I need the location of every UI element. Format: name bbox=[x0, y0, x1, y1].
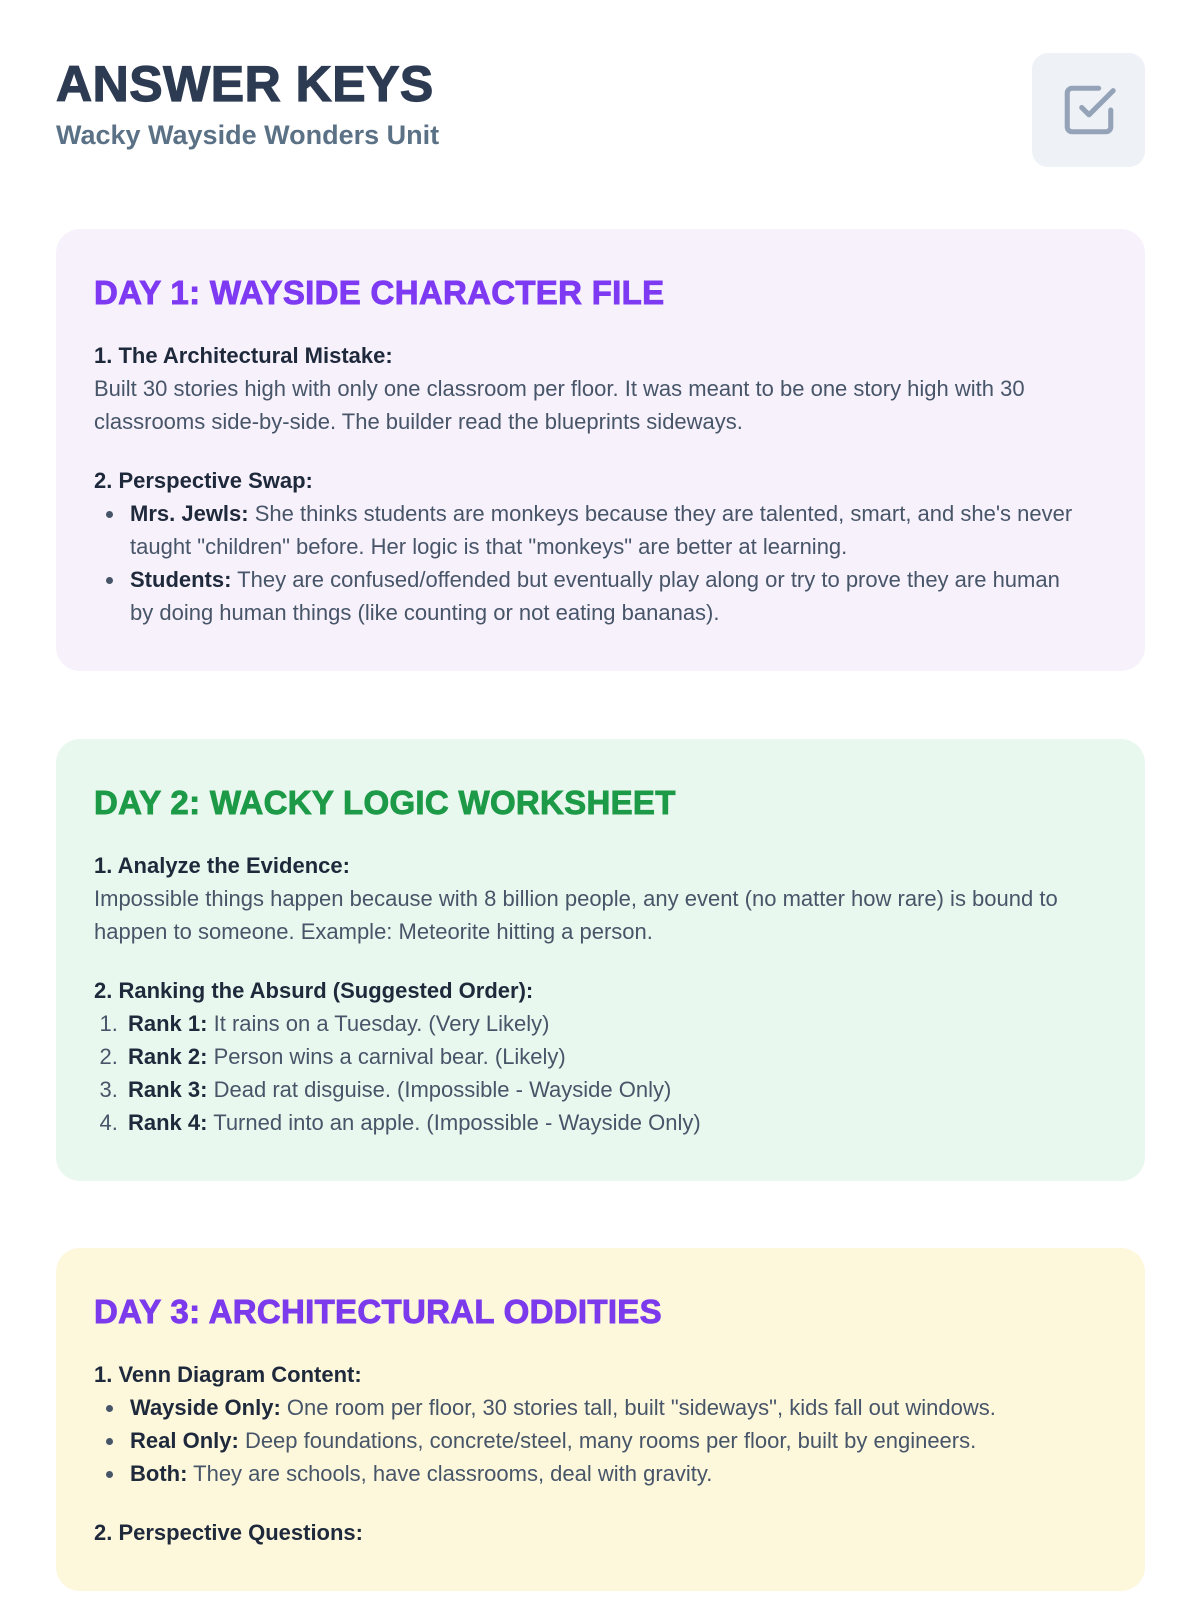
rank-label: Rank 2: bbox=[128, 1043, 208, 1069]
card-day-3-title: DAY 3: ARCHITECTURAL ODDITIES bbox=[94, 1292, 662, 1330]
day2-section-2-heading: 2. Ranking the Absurd (Suggested Order): bbox=[94, 977, 534, 1003]
check-square-icon-box bbox=[1032, 53, 1145, 167]
day1-section-2-heading: 2. Perspective Swap: bbox=[94, 468, 313, 494]
header bbox=[56, 57, 1145, 167]
rank-text: Person wins a carnival bear. (Likely) bbox=[213, 1043, 566, 1069]
page-subtitle: Wacky Wayside Wonders Unit bbox=[56, 120, 440, 150]
rank-label: Rank 1: bbox=[128, 1010, 208, 1036]
bullet-text: Deep foundations, concrete/steel, many rooms per floor, built by engineers. bbox=[244, 1427, 977, 1453]
day2-section-1-paragraph: Impossible things happen because with 8 billion people, any event (no matter how rare) is bound to happen to someone. Example: Meteorite hitting a person. bbox=[94, 885, 1058, 944]
bullet-text: They are schools, have classrooms, deal with gravity. bbox=[193, 1460, 713, 1486]
bullet-text: They are confused/offended but eventually play along or try to prove they are human by doing human things (like counting or not eating bananas). bbox=[130, 566, 1060, 625]
header-text bbox=[56, 57, 439, 151]
bullet-label: Wayside Only: bbox=[130, 1394, 281, 1420]
bullet-label: Mrs. Jewls: bbox=[130, 500, 249, 526]
list-item bbox=[124, 1040, 1084, 1073]
list-item bbox=[126, 1391, 1084, 1424]
list-item bbox=[126, 1457, 1084, 1490]
day3-section-2-heading: 2. Perspective Questions: bbox=[94, 1519, 363, 1545]
bullet-text: One room per floor, 30 stories tall, built "sideways", kids fall out windows. bbox=[286, 1394, 996, 1420]
card-day-3 bbox=[56, 1248, 1145, 1591]
list-item bbox=[124, 1106, 1084, 1139]
list-item bbox=[126, 1424, 1084, 1457]
page-title: ANSWER KEYS bbox=[56, 56, 434, 112]
check-square-icon bbox=[1060, 81, 1118, 139]
day3-bullet-list bbox=[94, 1391, 1084, 1490]
day2-rank-list bbox=[94, 1007, 1084, 1139]
list-item bbox=[126, 563, 1084, 629]
bullet-label: Students: bbox=[130, 566, 232, 592]
rank-label: Rank 3: bbox=[128, 1076, 208, 1102]
day2-section-1-heading: 1. Analyze the Evidence: bbox=[94, 853, 350, 879]
rank-text: Turned into an apple. (Impossible - Wayside Only) bbox=[213, 1109, 701, 1135]
bullet-text: She thinks students are monkeys because they are talented, smart, and she's never taught "children" before. Her logic is that "monkeys" are better at learning. bbox=[130, 500, 1073, 559]
rank-label: Rank 4: bbox=[128, 1109, 208, 1135]
card-day-1 bbox=[56, 229, 1145, 671]
list-item bbox=[124, 1073, 1084, 1106]
day1-bullet-list bbox=[94, 497, 1084, 629]
card-day-2 bbox=[56, 739, 1145, 1181]
day1-section-1-heading: 1. The Architectural Mistake: bbox=[94, 343, 393, 369]
day3-section-1-heading: 1. Venn Diagram Content: bbox=[94, 1362, 362, 1388]
bullet-label: Both: bbox=[130, 1460, 188, 1486]
list-item bbox=[124, 1007, 1084, 1040]
rank-text: Dead rat disguise. (Impossible - Wayside Only) bbox=[213, 1076, 672, 1102]
bullet-label: Real Only: bbox=[130, 1427, 239, 1453]
card-day-1-title: DAY 1: WAYSIDE CHARACTER FILE bbox=[94, 274, 665, 311]
card-day-2-title: DAY 2: WACKY LOGIC WORKSHEET bbox=[94, 783, 676, 821]
rank-text: It rains on a Tuesday. (Very Likely) bbox=[213, 1010, 550, 1036]
list-item bbox=[126, 497, 1084, 563]
day1-section-1-paragraph: Built 30 stories high with only one classroom per floor. It was meant to be one story high with 30 classrooms side-by-side. The builder read the blueprints sideways. bbox=[94, 376, 1025, 435]
